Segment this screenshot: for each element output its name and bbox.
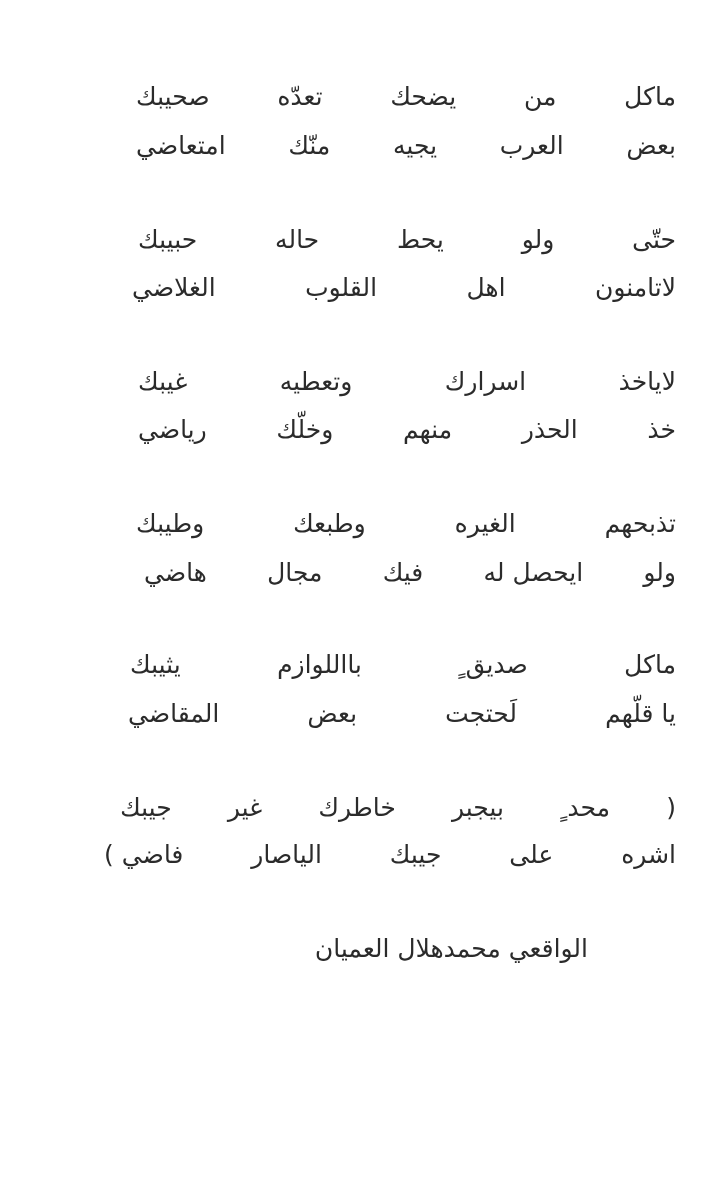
poem-line [136,507,676,541]
word: صديق ٍ [458,650,528,679]
poet-signature: الواقعي محمدهلال العميان [314,934,588,963]
poem-line [132,271,676,305]
word: يضحك [390,82,457,111]
poem-line [136,80,676,114]
word: جيبك [389,840,442,869]
word: اشره [621,840,676,869]
word: يجيه [393,131,438,160]
poem-line [138,223,676,257]
word: المقاضي [128,699,220,728]
word: حاله [275,225,320,254]
poem-line [138,413,676,447]
word: بااللوازم [277,650,362,679]
word: الغيره [454,509,516,538]
word: تذبحهم [604,509,676,538]
poem-line [104,838,676,872]
word: يا قلّهم [605,699,676,728]
word: رياضي [138,415,207,444]
word: حتّى [632,225,676,254]
word: محد ٍ [560,793,611,822]
word: اهل [466,273,506,302]
word: على [509,840,554,869]
word: خاطرك [318,793,396,822]
word: العرب [499,131,564,160]
word: بعض [626,131,676,160]
word: ايحصل له [483,558,584,587]
word: الياصار [251,840,322,869]
word: مجال [267,558,323,587]
word: جيبك [120,793,172,822]
word: ولو [521,225,555,254]
word: لاتامنون [594,273,676,302]
word: منّك [288,131,331,160]
word: وتعطيه [279,367,353,396]
poem-line [130,648,676,682]
word: بعض [307,699,358,728]
word: من [523,82,557,111]
word: القلوب [305,273,378,302]
word: فيك [382,558,424,587]
poem-line [138,365,676,399]
word: ماكل [624,650,676,679]
word: يحط [397,225,444,254]
word: وطبعك [293,509,366,538]
word: ماكل [624,82,676,111]
word: بيجبر [451,793,504,822]
word: الغلاضي [132,273,216,302]
poem-line [120,791,676,825]
poem-line [128,697,676,731]
word: غير [227,793,263,822]
word: وطيبك [136,509,205,538]
word: الحذر [521,415,578,444]
word: منهم [403,415,453,444]
word: لاياخذ [618,367,676,396]
word: خذ [647,415,676,444]
word: امتعاضي [136,131,226,160]
word: هاضي [144,558,207,587]
word: فاضي ) [104,840,184,869]
word: ( [666,793,676,822]
word: تعدّه [277,82,323,111]
word: لَحتجت [445,699,518,728]
word: اسرارك [444,367,527,396]
poem-line [144,556,676,590]
word: وخلّك [276,415,334,444]
word: غيبك [138,367,188,396]
poem-line [136,129,676,163]
word: صحيبك [136,82,210,111]
word: يثيبك [130,650,181,679]
word: ولو [643,558,676,587]
word: حبيبك [138,225,198,254]
